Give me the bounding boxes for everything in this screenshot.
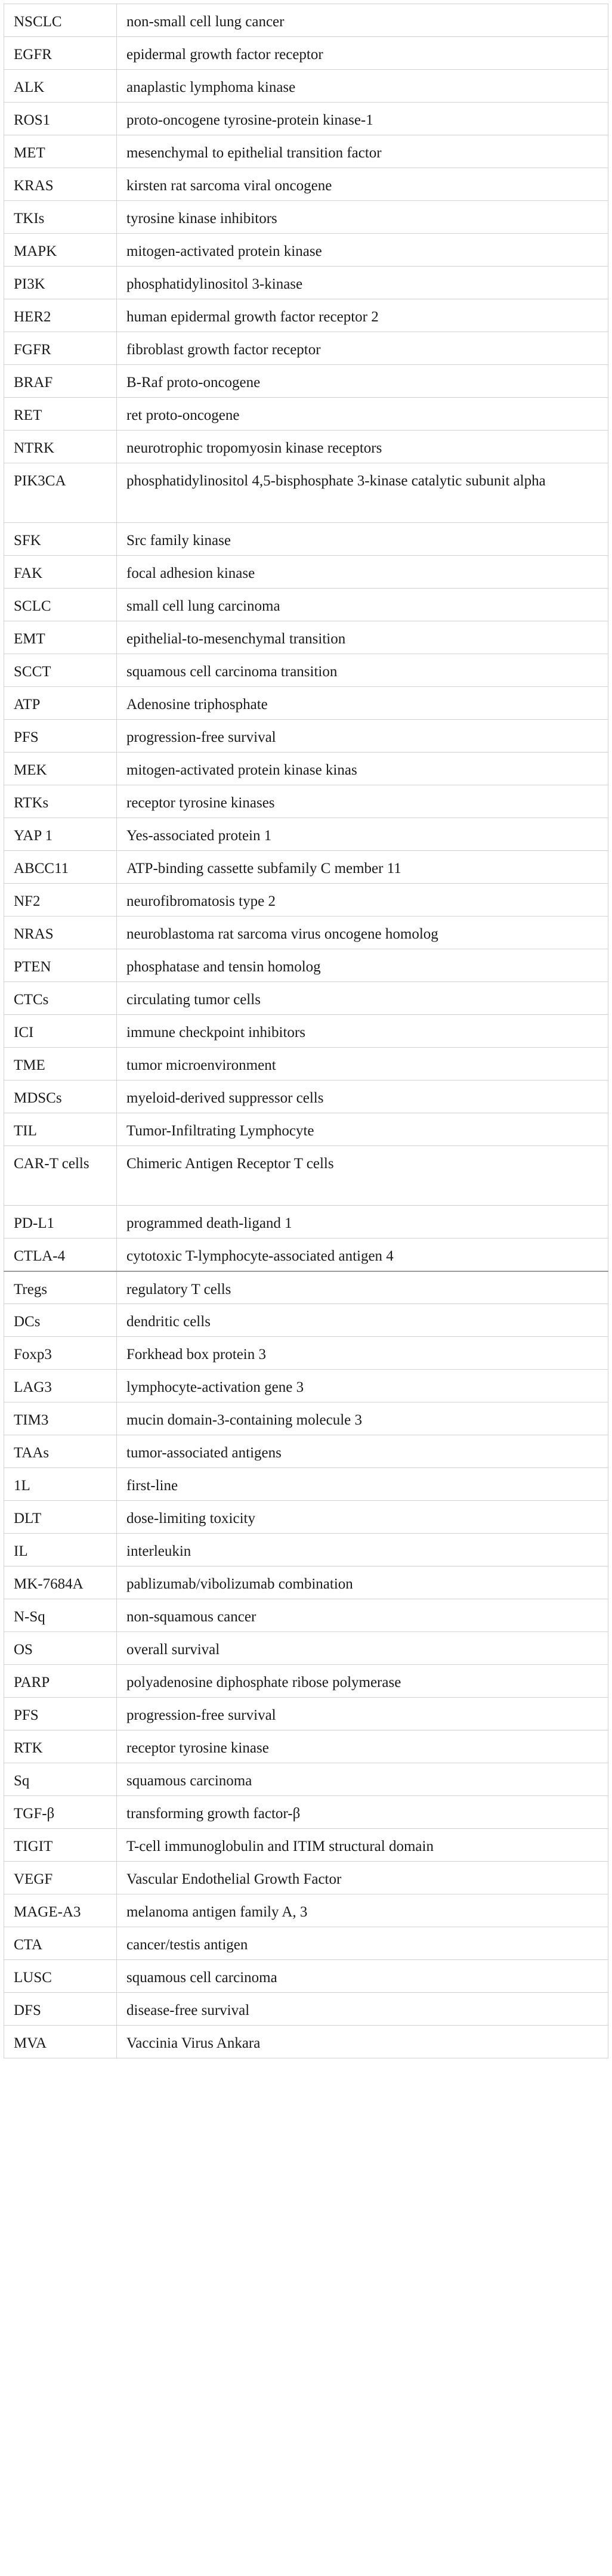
abbreviation-cell: FGFR	[4, 332, 117, 365]
abbreviation-cell: NRAS	[4, 917, 117, 949]
abbreviation-cell: NSCLC	[4, 4, 117, 37]
table-row	[4, 431, 608, 463]
abbreviation-cell: TAAs	[4, 1435, 117, 1468]
definition-cell: myeloid-derived suppressor cells	[117, 1080, 608, 1113]
definition-cell: epidermal growth factor receptor	[117, 37, 608, 70]
definition-cell: Vascular Endothelial Growth Factor	[117, 1862, 608, 1894]
abbreviation-cell: ALK	[4, 70, 117, 103]
abbreviation-cell: Sq	[4, 1763, 117, 1796]
table-row	[4, 1534, 608, 1566]
table-row	[4, 917, 608, 949]
abbreviation-cell: VEGF	[4, 1862, 117, 1894]
abbreviation-cell: HER2	[4, 299, 117, 332]
abbreviation-cell: YAP 1	[4, 818, 117, 851]
table-row	[4, 1632, 608, 1665]
abbreviation-cell: MDSCs	[4, 1080, 117, 1113]
abbreviation-cell: PFS	[4, 1698, 117, 1730]
abbreviation-cell: MAGE-A3	[4, 1894, 117, 1927]
table-row	[4, 1927, 608, 1960]
definition-cell: mucin domain-3-containing molecule 3	[117, 1402, 608, 1435]
definition-cell: Vaccinia Virus Ankara	[117, 2026, 608, 2058]
definition-cell: squamous cell carcinoma transition	[117, 654, 608, 687]
abbreviation-cell: MK-7684A	[4, 1566, 117, 1599]
definition-cell: regulatory T cells	[117, 1271, 608, 1304]
table-row	[4, 1370, 608, 1402]
definition-cell: phosphatidylinositol 3-kinase	[117, 267, 608, 299]
definition-cell: neurotrophic tropomyosin kinase receptors	[117, 431, 608, 463]
table-row	[4, 135, 608, 168]
definition-cell: tumor-associated antigens	[117, 1435, 608, 1468]
definition-cell: progression-free survival	[117, 720, 608, 753]
table-row	[4, 589, 608, 621]
abbreviation-cell: Tregs	[4, 1271, 117, 1304]
definition-cell: Tumor-Infiltrating Lymphocyte	[117, 1113, 608, 1146]
definition-cell: immune checkpoint inhibitors	[117, 1015, 608, 1048]
table-row	[4, 1730, 608, 1763]
definition-cell: tumor microenvironment	[117, 1048, 608, 1080]
table-row	[4, 168, 608, 201]
table-row	[4, 1206, 608, 1239]
abbreviation-cell: IL	[4, 1534, 117, 1566]
abbreviation-cell: RTK	[4, 1730, 117, 1763]
definition-cell: lymphocyte-activation gene 3	[117, 1370, 608, 1402]
definition-cell: ret proto-oncogene	[117, 398, 608, 431]
table-row	[4, 818, 608, 851]
definition-cell: mitogen-activated protein kinase kinas	[117, 753, 608, 785]
abbreviation-cell: FAK	[4, 556, 117, 589]
abbreviation-cell: PARP	[4, 1665, 117, 1698]
table-row	[4, 1829, 608, 1862]
abbreviation-cell: SFK	[4, 523, 117, 556]
abbreviation-cell: TIL	[4, 1113, 117, 1146]
table-row	[4, 70, 608, 103]
abbreviation-cell: EMT	[4, 621, 117, 654]
table-row	[4, 1796, 608, 1829]
table-row	[4, 365, 608, 398]
table-row	[4, 234, 608, 267]
definition-cell: Yes-associated protein 1	[117, 818, 608, 851]
definition-cell: phosphatase and tensin homolog	[117, 949, 608, 982]
abbreviations-table	[4, 4, 608, 2058]
abbreviation-cell: KRAS	[4, 168, 117, 201]
table-row	[4, 1665, 608, 1698]
table-row	[4, 753, 608, 785]
abbreviation-cell: DLT	[4, 1501, 117, 1534]
table-row	[4, 1402, 608, 1435]
table-row	[4, 1763, 608, 1796]
abbreviations-table-body	[4, 4, 608, 2058]
table-row	[4, 1468, 608, 1501]
abbreviation-cell: PD-L1	[4, 1206, 117, 1239]
definition-cell: fibroblast growth factor receptor	[117, 332, 608, 365]
table-row	[4, 1015, 608, 1048]
table-row	[4, 720, 608, 753]
definition-cell: overall survival	[117, 1632, 608, 1665]
table-row	[4, 884, 608, 917]
definition-cell: programmed death-ligand 1	[117, 1206, 608, 1239]
table-row	[4, 201, 608, 234]
table-row	[4, 949, 608, 982]
table-row	[4, 1337, 608, 1370]
abbreviation-cell: MET	[4, 135, 117, 168]
definition-cell: interleukin	[117, 1534, 608, 1566]
definition-cell: neurofibromatosis type 2	[117, 884, 608, 917]
abbreviation-cell: ROS1	[4, 103, 117, 135]
table-row	[4, 621, 608, 654]
abbreviation-cell: MVA	[4, 2026, 117, 2058]
table-row	[4, 37, 608, 70]
definition-cell: melanoma antigen family A, 3	[117, 1894, 608, 1927]
definition-cell: dose-limiting toxicity	[117, 1501, 608, 1534]
abbreviation-cell: TME	[4, 1048, 117, 1080]
table-row	[4, 1304, 608, 1337]
table-row	[4, 556, 608, 589]
definition-cell: B-Raf proto-oncogene	[117, 365, 608, 398]
definition-cell: focal adhesion kinase	[117, 556, 608, 589]
definition-cell: mesenchymal to epithelial transition factor	[117, 135, 608, 168]
definition-cell: non-squamous cancer	[117, 1599, 608, 1632]
abbreviation-cell: SCCT	[4, 654, 117, 687]
table-row	[4, 1271, 608, 1304]
table-row	[4, 267, 608, 299]
definition-cell: Chimeric Antigen Receptor T cells	[117, 1146, 608, 1206]
abbreviation-cell: PI3K	[4, 267, 117, 299]
definition-cell: dendritic cells	[117, 1304, 608, 1337]
abbreviation-cell: BRAF	[4, 365, 117, 398]
table-row	[4, 398, 608, 431]
table-row	[4, 299, 608, 332]
table-row	[4, 4, 608, 37]
table-row	[4, 2026, 608, 2058]
definition-cell: ATP-binding cassette subfamily C member 11	[117, 851, 608, 884]
abbreviation-cell: N-Sq	[4, 1599, 117, 1632]
table-row	[4, 1960, 608, 1993]
definition-cell: receptor tyrosine kinases	[117, 785, 608, 818]
abbreviation-cell: CTLA-4	[4, 1239, 117, 1271]
definition-cell: circulating tumor cells	[117, 982, 608, 1015]
definition-cell: Src family kinase	[117, 523, 608, 556]
definition-cell: pablizumab/vibolizumab combination	[117, 1566, 608, 1599]
definition-cell: first-line	[117, 1468, 608, 1501]
table-row	[4, 332, 608, 365]
abbreviation-cell: DCs	[4, 1304, 117, 1337]
definition-cell: polyadenosine diphosphate ribose polymerase	[117, 1665, 608, 1698]
abbreviation-cell: TKIs	[4, 201, 117, 234]
abbreviation-cell: 1L	[4, 1468, 117, 1501]
definition-cell: small cell lung carcinoma	[117, 589, 608, 621]
table-row	[4, 654, 608, 687]
definition-cell: mitogen-activated protein kinase	[117, 234, 608, 267]
definition-cell: cytotoxic T-lymphocyte-associated antigen 4	[117, 1239, 608, 1271]
abbreviation-cell: TGF-β	[4, 1796, 117, 1829]
abbreviation-cell: CTA	[4, 1927, 117, 1960]
definition-cell: squamous cell carcinoma	[117, 1960, 608, 1993]
abbreviation-cell: OS	[4, 1632, 117, 1665]
definition-cell: cancer/testis antigen	[117, 1927, 608, 1960]
abbreviation-cell: MEK	[4, 753, 117, 785]
abbreviation-cell: EGFR	[4, 37, 117, 70]
table-row	[4, 982, 608, 1015]
abbreviation-cell: LUSC	[4, 1960, 117, 1993]
abbreviation-cell: PFS	[4, 720, 117, 753]
abbreviation-cell: PIK3CA	[4, 463, 117, 523]
table-row	[4, 1080, 608, 1113]
definition-cell: receptor tyrosine kinase	[117, 1730, 608, 1763]
table-row	[4, 1048, 608, 1080]
definition-cell: Adenosine triphosphate	[117, 687, 608, 720]
table-row	[4, 687, 608, 720]
table-row	[4, 1501, 608, 1534]
abbreviation-cell: Foxp3	[4, 1337, 117, 1370]
abbreviation-cell: DFS	[4, 1993, 117, 2026]
abbreviation-cell: MAPK	[4, 234, 117, 267]
table-row	[4, 1862, 608, 1894]
table-row	[4, 103, 608, 135]
definition-cell: T-cell immunoglobulin and ITIM structural domain	[117, 1829, 608, 1862]
abbreviation-cell: CAR-T cells	[4, 1146, 117, 1206]
definition-cell: tyrosine kinase inhibitors	[117, 201, 608, 234]
definition-cell: anaplastic lymphoma kinase	[117, 70, 608, 103]
abbreviation-cell: SCLC	[4, 589, 117, 621]
definition-cell: Forkhead box protein 3	[117, 1337, 608, 1370]
abbreviation-cell: NF2	[4, 884, 117, 917]
definition-cell: disease-free survival	[117, 1993, 608, 2026]
abbreviation-cell: TIM3	[4, 1402, 117, 1435]
abbreviation-cell: LAG3	[4, 1370, 117, 1402]
definition-cell: squamous carcinoma	[117, 1763, 608, 1796]
table-row	[4, 785, 608, 818]
table-row	[4, 523, 608, 556]
table-row	[4, 1599, 608, 1632]
definition-cell: transforming growth factor-β	[117, 1796, 608, 1829]
table-row	[4, 1113, 608, 1146]
abbreviations-table-container	[4, 4, 608, 2058]
table-row	[4, 1566, 608, 1599]
definition-cell: neuroblastoma rat sarcoma virus oncogene homolog	[117, 917, 608, 949]
table-row	[4, 1239, 608, 1271]
definition-cell: proto-oncogene tyrosine-protein kinase-1	[117, 103, 608, 135]
abbreviation-cell: ATP	[4, 687, 117, 720]
abbreviation-cell: ABCC11	[4, 851, 117, 884]
table-row	[4, 463, 608, 523]
definition-cell: human epidermal growth factor receptor 2	[117, 299, 608, 332]
abbreviation-cell: TIGIT	[4, 1829, 117, 1862]
abbreviation-cell: NTRK	[4, 431, 117, 463]
table-row	[4, 1894, 608, 1927]
definition-cell: phosphatidylinositol 4,5-bisphosphate 3-kinase catalytic subunit alpha	[117, 463, 608, 523]
definition-cell: kirsten rat sarcoma viral oncogene	[117, 168, 608, 201]
abbreviation-cell: ICI	[4, 1015, 117, 1048]
abbreviation-cell: PTEN	[4, 949, 117, 982]
table-row	[4, 1146, 608, 1206]
abbreviation-cell: RET	[4, 398, 117, 431]
abbreviation-cell: CTCs	[4, 982, 117, 1015]
table-row	[4, 1698, 608, 1730]
definition-cell: progression-free survival	[117, 1698, 608, 1730]
definition-cell: non-small cell lung cancer	[117, 4, 608, 37]
table-row	[4, 851, 608, 884]
definition-cell: epithelial-to-mesenchymal transition	[117, 621, 608, 654]
table-row	[4, 1435, 608, 1468]
abbreviation-cell: RTKs	[4, 785, 117, 818]
table-row	[4, 1993, 608, 2026]
